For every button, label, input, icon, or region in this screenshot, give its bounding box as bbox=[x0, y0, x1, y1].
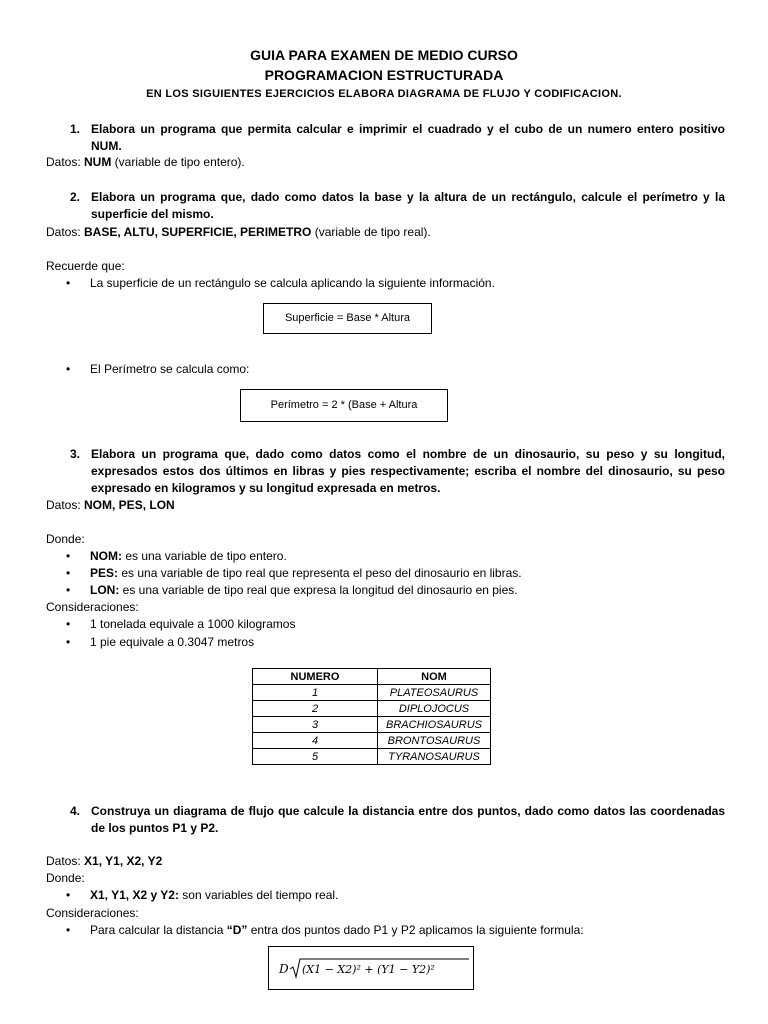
datos-vars: BASE, ALTU, SUPERFICIE, PERIMETRO bbox=[84, 225, 312, 239]
table-cell: 4 bbox=[253, 733, 378, 749]
exercise-text: Elabora un programa que, dado como datos como el nombre de un dinosaurio, su peso y su longitud, expresados estos dos últimos en libras y pies respectivamente; escriba el nombre del dinosaurio, su peso expresado en kilogramos y su longitud expresada en metros. bbox=[91, 447, 725, 495]
consideration-item bbox=[66, 635, 254, 649]
table-row bbox=[253, 717, 491, 733]
definition-item bbox=[66, 583, 518, 597]
table-cell: 2 bbox=[253, 701, 378, 717]
exercise-2 bbox=[70, 189, 725, 223]
consideraciones-label: Consideraciones: bbox=[46, 906, 139, 920]
definition-var: X1, Y1, X2 y Y2: bbox=[90, 888, 179, 902]
donde-label: Donde: bbox=[46, 871, 85, 885]
datos-label: Datos: bbox=[46, 155, 85, 169]
table-cell: PLATEOSAURUS bbox=[378, 685, 491, 701]
exercise-1 bbox=[70, 121, 725, 155]
definition-item bbox=[66, 549, 287, 563]
definition-desc: es una variable de tipo real que expresa la longitud del dinosaurio en pies. bbox=[119, 583, 518, 597]
bullet-icon: • bbox=[66, 362, 71, 376]
definition-desc: es una variable de tipo entero. bbox=[122, 549, 287, 563]
definition-var: LON: bbox=[90, 583, 120, 597]
table-header: NOM bbox=[378, 669, 491, 685]
table-cell: DIPLOJOCUS bbox=[378, 701, 491, 717]
bullet-text: La superficie de un rectángulo se calcula aplicando la siguiente información. bbox=[90, 276, 495, 290]
definition-var: PES: bbox=[90, 566, 119, 580]
formula-box-perimetro: Perímetro = 2 * (Base + Altura bbox=[240, 389, 448, 422]
consideration-item bbox=[66, 923, 584, 937]
bullet-icon: • bbox=[66, 888, 71, 902]
bullet-icon: • bbox=[66, 549, 71, 563]
datos-vars: NOM, PES, LON bbox=[84, 498, 175, 512]
formula-d: D bbox=[279, 962, 289, 976]
bullet-item bbox=[66, 362, 249, 376]
table-row bbox=[253, 749, 491, 765]
table-cell: TYRANOSAURUS bbox=[378, 749, 491, 765]
exercise-text: Elabora un programa que, dado como datos la base y la altura de un rectángulo, calcule el perímetro y la superficie del mismo. bbox=[91, 190, 725, 221]
bullet-icon: • bbox=[66, 276, 71, 290]
table-cell: BRACHIOSAURUS bbox=[378, 717, 491, 733]
datos-label: Datos: bbox=[46, 498, 85, 512]
table-cell: 5 bbox=[253, 749, 378, 765]
exercise-text: Elabora un programa que permita calcular e imprimir el cuadrado y el cubo de un numero entero positivo NUM. bbox=[91, 122, 725, 153]
recuerde-label: Recuerde que: bbox=[46, 259, 125, 273]
datos-label: Datos: bbox=[46, 225, 85, 239]
consideration-text-pre: Para calcular la distancia bbox=[90, 923, 227, 937]
formula-box-superficie: Superficie = Base * Altura bbox=[263, 303, 432, 334]
datos-rest: (variable de tipo entero). bbox=[111, 155, 245, 169]
consideraciones-label: Consideraciones: bbox=[46, 600, 139, 614]
table-cell: 1 bbox=[253, 685, 378, 701]
table-cell: 3 bbox=[253, 717, 378, 733]
definition-item bbox=[66, 566, 522, 580]
dinosaur-table bbox=[252, 668, 491, 765]
definition-desc: es una variable de tipo real que representa el peso del dinosaurio en libras. bbox=[118, 566, 522, 580]
exercise-1-datos bbox=[46, 155, 245, 169]
consideration-text: 1 pie equivale a 0.3047 metros bbox=[90, 635, 255, 649]
bullet-text: El Perímetro se calcula como: bbox=[90, 362, 250, 376]
datos-label: Datos: bbox=[46, 854, 85, 868]
exercise-3 bbox=[70, 446, 725, 497]
table-cell: BRONTOSAURUS bbox=[378, 733, 491, 749]
table-header-row bbox=[253, 669, 491, 685]
doc-title: GUIA PARA EXAMEN DE MEDIO CURSO bbox=[250, 47, 518, 63]
bullet-icon: • bbox=[66, 566, 71, 580]
table-row bbox=[253, 701, 491, 717]
definition-item bbox=[66, 888, 338, 902]
distance-formula bbox=[269, 947, 473, 989]
exercise-number: 2. bbox=[70, 190, 81, 204]
exercise-number: 1. bbox=[70, 122, 81, 136]
exercise-text: Construya un diagrama de flujo que calcule la distancia entre dos puntos, dado como datos las coordenadas de los puntos P1 y P2. bbox=[91, 804, 725, 835]
exercise-3-datos bbox=[46, 498, 175, 512]
table-row bbox=[253, 685, 491, 701]
distance-var-d: “D” bbox=[226, 923, 248, 937]
exercise-number: 4. bbox=[70, 804, 81, 818]
bullet-item bbox=[66, 276, 495, 290]
exercise-number: 3. bbox=[70, 447, 81, 461]
definition-desc: son variables del tiempo real. bbox=[178, 888, 339, 902]
consideration-text: 1 tonelada equivale a 1000 kilogramos bbox=[90, 617, 296, 631]
bullet-icon: • bbox=[66, 617, 71, 631]
consideration-text-post: entra dos puntos dado P1 y P2 aplicamos la siguiente formula: bbox=[247, 923, 584, 937]
bullet-icon: • bbox=[66, 583, 71, 597]
consideration-item bbox=[66, 617, 295, 631]
exercise-2-datos bbox=[46, 225, 431, 239]
exercise-4-datos bbox=[46, 854, 162, 868]
exercise-4 bbox=[70, 803, 725, 837]
doc-instructions: EN LOS SIGUIENTES EJERCICIOS ELABORA DIAGRAMA DE FLUJO Y CODIFICACION. bbox=[146, 88, 622, 100]
bullet-icon: • bbox=[66, 923, 71, 937]
datos-vars: X1, Y1, X2, Y2 bbox=[84, 854, 163, 868]
datos-vars: NUM bbox=[84, 155, 112, 169]
bullet-icon: • bbox=[66, 635, 71, 649]
donde-label: Donde: bbox=[46, 532, 85, 546]
datos-rest: (variable de tipo real). bbox=[311, 225, 431, 239]
distance-formula-box bbox=[268, 946, 474, 990]
table-row bbox=[253, 733, 491, 749]
table-header: NUMERO bbox=[253, 669, 378, 685]
doc-subtitle: PROGRAMACION ESTRUCTURADA bbox=[264, 67, 504, 83]
definition-var: NOM: bbox=[90, 549, 122, 563]
formula-inner: (X1 − X2)² + (Y1 − Y2)² bbox=[302, 963, 435, 976]
